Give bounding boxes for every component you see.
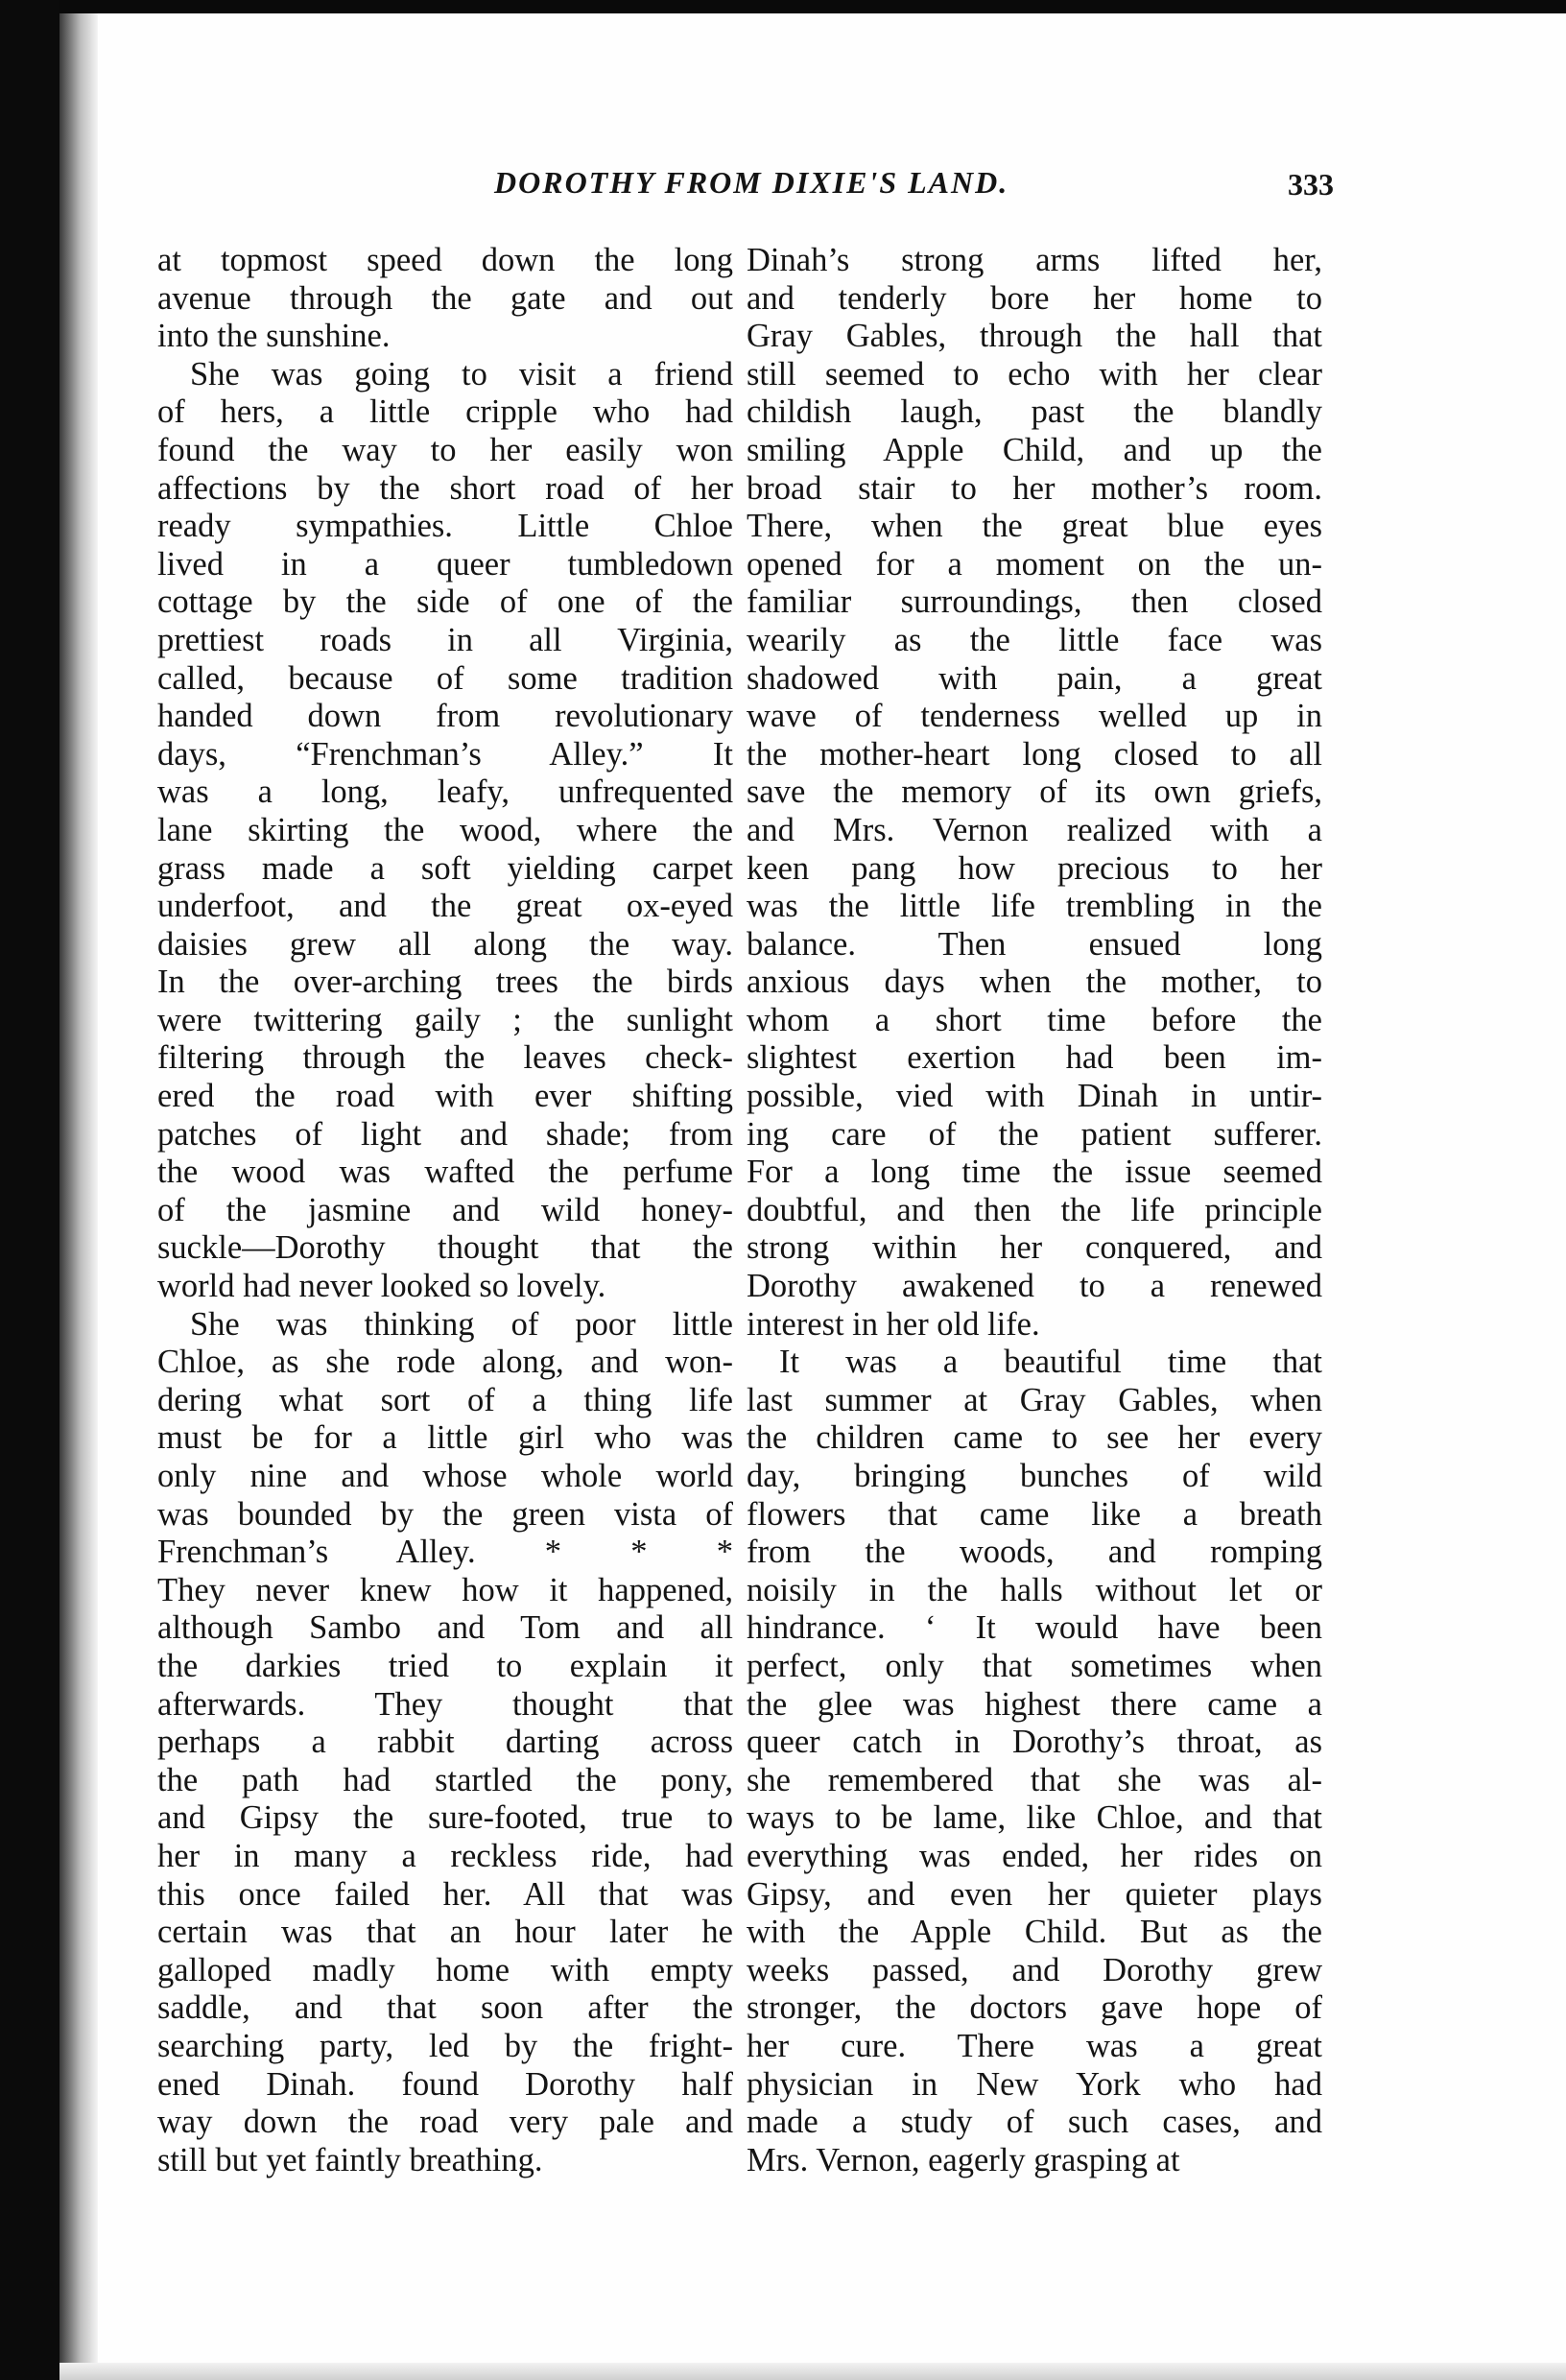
text-line: still but yet faintly breathing. [157,2141,543,2178]
text-line: world had never looked so lovely. [157,1268,606,1305]
text-line: must be for a little girl who was [157,1419,733,1457]
text-line: and Mrs. Vernon realized with a [747,811,1322,848]
text-line: Gray Gables, through the hall that [747,318,1322,355]
page-header [154,165,1334,223]
text-line: queer catch in Dorothy’s throat, as [747,1724,1322,1761]
text-line: physician in New York who had [747,2065,1322,2103]
text-line: grass made a soft yielding carpet [157,849,733,887]
text-line: day, bringing bunches of wild [747,1458,1322,1494]
text-line: ways to be lame, like Chloe, and that [747,1799,1322,1837]
page-number: 333 [1288,167,1334,202]
text-line: childish laugh, past the blandly [747,393,1322,431]
text-line: opened for a moment on the un- [747,545,1322,583]
text-line: the path had startled the pony, [157,1761,733,1798]
text-line: and Gipsy the sure-footed, true to [157,1799,733,1837]
text-line: In the over-arching trees the birds [157,964,733,1001]
text-line: was a long, leafy, unfrequented [157,774,733,811]
text-line: flowers that came like a breath [747,1495,1322,1533]
text-line: They never knew how it happened, [157,1571,733,1608]
text-line: the glee was highest there came a [747,1685,1322,1723]
text-line: anxious days when the mother, to [747,964,1322,1001]
text-line: of hers, a little cripple who had [157,393,733,431]
text-column-left [157,242,733,2179]
scan-border-top [0,0,1566,13]
text-line: her in many a reckless ride, had [157,1837,733,1874]
text-line: familiar surroundings, then closed [747,583,1322,621]
text-line: last summer at Gray Gables, when [747,1381,1322,1418]
scan-border-bottom [59,2363,1566,2380]
text-line: wave of tenderness welled up in [747,698,1322,735]
text-line: hindrance. ‘ It would have been [747,1609,1322,1647]
text-line: handed down from revolutionary [157,698,733,735]
text-line: For a long time the issue seemed [747,1154,1322,1191]
text-line: made a study of such cases, and [747,2104,1322,2141]
text-line: patches of light and shade; from [157,1115,733,1153]
text-line: balance. Then ensued long [747,925,1322,963]
text-line: her cure. There was a great [747,2027,1322,2064]
text-line: into the sunshine. [157,318,391,355]
text-line: galloped madly home with empty [157,1951,733,1988]
text-line: still seemed to echo with her clear [747,355,1322,393]
scan-border-left [0,0,59,2380]
text-line: daisies grew all along the way. [157,925,733,963]
text-line: It was a beautiful time that [779,1344,1322,1381]
text-line: doubtful, and then the life principle [747,1191,1322,1228]
text-line: this once failed her. All that was [157,1875,733,1913]
text-line: called, because of some tradition [157,659,733,697]
text-line: dering what sort of a thing life [157,1381,733,1418]
text-line: lived in a queer tumbledown [157,545,733,583]
text-line: ing care of the patient sufferer. [747,1115,1322,1153]
text-line: everything was ended, her rides on [747,1837,1322,1874]
text-line: the children came to see her every [747,1419,1322,1457]
text-line: way down the road very pale and [157,2104,733,2141]
text-column-right [747,242,1322,2179]
text-line: although Sambo and Tom and all [157,1609,733,1647]
text-line: days, “Frenchman’s Alley.” It [157,735,733,773]
text-line: at topmost speed down the long [157,242,733,278]
text-line: certain was that an hour later he [157,1914,733,1951]
text-line: weeks passed, and Dorothy grew [747,1951,1322,1988]
text-line: noisily in the halls without let or [747,1571,1322,1608]
text-line: shadowed with pain, a great [747,659,1322,697]
text-line: save the memory of its own griefs, [747,774,1322,811]
text-line: the darkies tried to explain it [157,1647,733,1684]
text-line: Mrs. Vernon, eagerly grasping at [747,2141,1180,2178]
text-line: Dinah’s strong arms lifted her, [747,242,1322,278]
text-line: smiling Apple Child, and up the [747,431,1322,468]
text-line: found the way to her easily won [157,431,733,468]
text-line: Dorothy awakened to a renewed [747,1268,1322,1305]
text-line: saddle, and that soon after the [157,1989,733,2027]
text-line: Frenchman’s Alley. * * * [157,1534,733,1571]
text-line: avenue through the gate and out [157,279,733,317]
text-line: cottage by the side of one of the [157,583,733,621]
text-line: with the Apple Child. But as the [747,1914,1322,1951]
book-gutter-shadow [59,13,98,2380]
text-line: suckle—Dorothy thought that the [157,1229,733,1267]
text-line: ened Dinah. found Dorothy half [157,2065,733,2103]
text-line: and tenderly bore her home to [747,279,1322,317]
text-line: keen pang how precious to her [747,849,1322,887]
text-line: afterwards. They thought that [157,1685,733,1723]
text-line: searching party, led by the fright- [157,2027,733,2064]
text-line: was the little life trembling in the [747,888,1322,925]
text-line: interest in her old life. [747,1305,1040,1343]
text-line: ered the road with ever shifting [157,1078,733,1115]
text-line: underfoot, and the great ox-eyed [157,888,733,925]
text-line: only nine and whose whole world [157,1458,733,1494]
text-line: affections by the short road of her [157,469,733,507]
text-line: was bounded by the green vista of [157,1495,733,1533]
text-line: ready sympathies. Little Chloe [157,508,733,545]
text-line: stronger, the doctors gave hope of [747,1989,1322,2027]
text-line: were twittering gaily ; the sunlight [157,1001,733,1038]
text-line: possible, vied with Dinah in untir- [747,1078,1322,1115]
text-line: slightest exertion had been im- [747,1039,1322,1077]
running-title: DOROTHY FROM DIXIE'S LAND. [494,165,1009,200]
text-line: broad stair to her mother’s room. [747,469,1322,507]
text-line: There, when the great blue eyes [747,508,1322,545]
text-line: filtering through the leaves check- [157,1039,733,1077]
text-line: of the jasmine and wild honey- [157,1191,733,1228]
text-line: perfect, only that sometimes when [747,1647,1322,1684]
text-line: lane skirting the wood, where the [157,811,733,848]
text-line: from the woods, and romping [747,1534,1322,1571]
text-line: the wood was wafted the perfume [157,1154,733,1191]
text-line: whom a short time before the [747,1001,1322,1038]
text-line: She was going to visit a friend [190,355,733,393]
text-line: prettiest roads in all Virginia, [157,621,733,658]
text-line: Gipsy, and even her quieter plays [747,1875,1322,1913]
text-line: She was thinking of poor little [190,1305,733,1343]
text-line: Chloe, as she rode along, and won- [157,1344,733,1381]
text-line: wearily as the little face was [747,621,1322,658]
text-line: the mother-heart long closed to all [747,735,1322,773]
text-line: perhaps a rabbit darting across [157,1724,733,1761]
text-line: she remembered that she was al- [747,1761,1322,1798]
text-line: strong within her conquered, and [747,1229,1322,1267]
